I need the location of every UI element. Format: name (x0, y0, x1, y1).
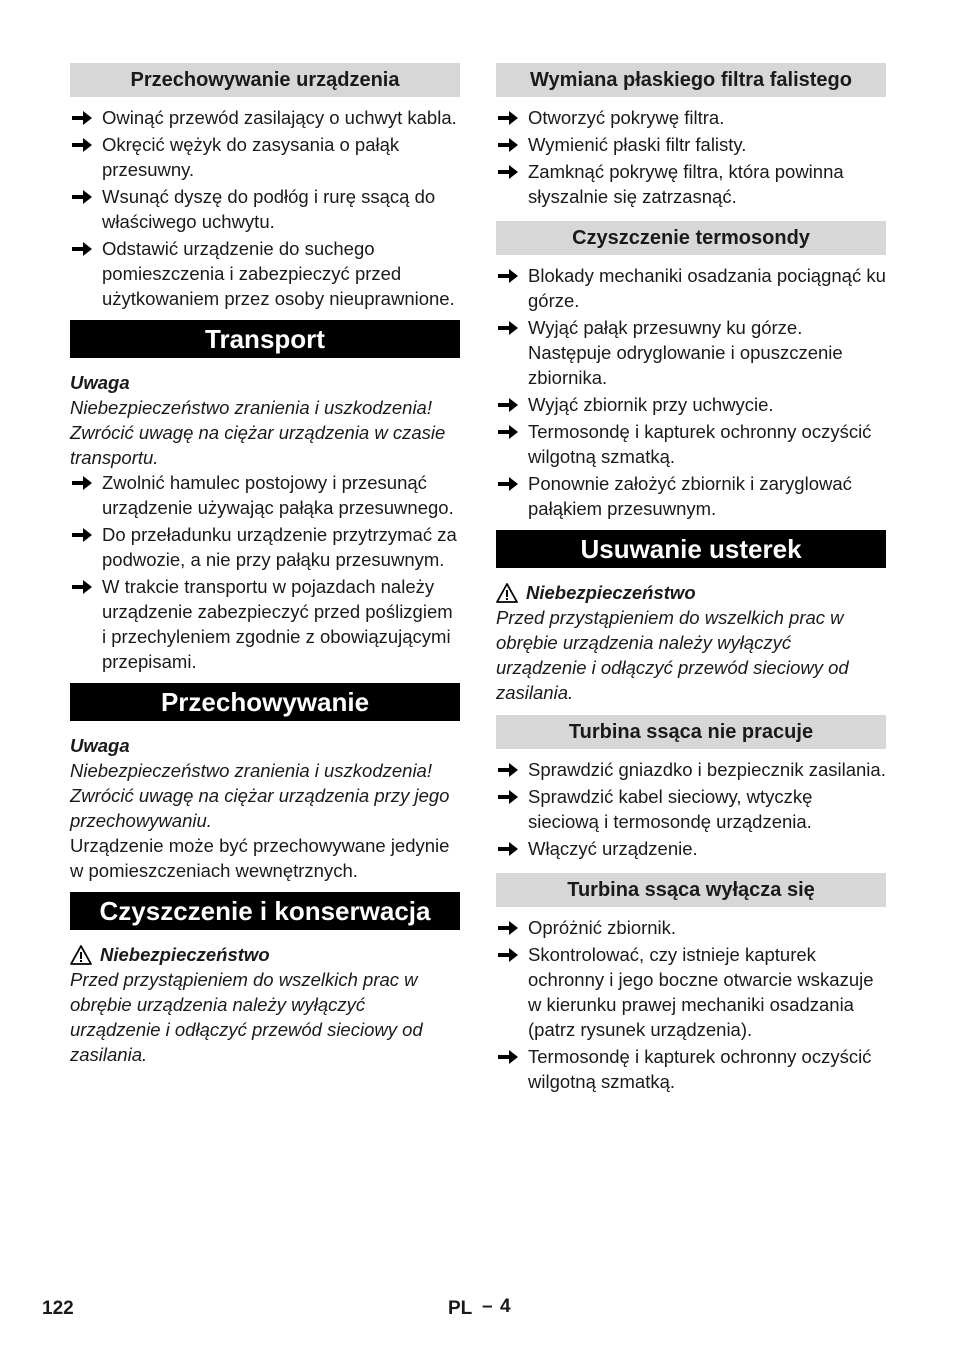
filter-heading: Wymiana płaskiego filtra falistego (496, 63, 886, 97)
transport-heading: Transport (70, 320, 460, 358)
list-item: Termosondę i kapturek ochronny oczyścić wilgotną szmatką. (496, 419, 886, 469)
list-item: Zwolnić hamulec postojowy i przesunąć urządzenie używając pałąka przesuwnego. (70, 470, 460, 520)
list-item: Otworzyć pokrywę filtra. (496, 105, 886, 130)
list-item: Sprawdzić kabel sieciowy, wtyczkę sieciową i termosondę urządzenia. (496, 784, 886, 834)
page-number: 122 (42, 1298, 74, 1319)
turbine-stops-list (496, 915, 886, 1094)
arrow-right-icon (498, 269, 518, 283)
storage-device-list (70, 105, 460, 311)
storage-heading: Przechowywanie (70, 683, 460, 721)
arrow-right-icon (498, 321, 518, 335)
arrow-right-icon (498, 398, 518, 412)
list-item: Wyjąć zbiornik przy uchwycie. (496, 392, 886, 417)
list-item: W trakcie transportu w pojazdach należy urządzenie zabezpieczyć przed poślizgiem i przechyleniem zgodnie z obowiązującymi przepisami. (70, 574, 460, 674)
arrow-right-icon (72, 242, 92, 256)
arrow-right-icon (72, 476, 92, 490)
arrow-right-icon (72, 111, 92, 125)
arrow-right-icon (498, 790, 518, 804)
list-item: Okręcić wężyk do zasysania o pałąk przesuwny. (70, 132, 460, 182)
storage-device-heading: Przechowywanie urządzenia (70, 63, 460, 97)
left-column (70, 63, 460, 1067)
list-item: Sprawdzić gniazdko i bezpiecznik zasilania. (496, 757, 886, 782)
list-item: Zamknąć pokrywę filtra, która powinna słyszalnie się zatrzasnąć. (496, 159, 886, 209)
list-item: Termosondę i kapturek ochronny oczyścić wilgotną szmatką. (496, 1044, 886, 1094)
list-item: Odstawić urządzenie do suchego pomieszczenia i zabezpieczyć przed użytkowaniem przez osoby nieuprawnione. (70, 236, 460, 311)
transport-list (70, 470, 460, 674)
arrow-right-icon (72, 528, 92, 542)
arrow-right-icon (498, 425, 518, 439)
section-page-number: 4 (500, 1296, 511, 1317)
storage-note-label: Uwaga (70, 735, 130, 756)
arrow-right-icon (72, 580, 92, 594)
list-item: Do przeładunku urządzenie przytrzymać za podwozie, a nie przy pałąku przesuwnym. (70, 522, 460, 572)
warning-triangle-icon (70, 945, 92, 965)
transport-note-text: Niebezpieczeństwo zranienia i uszkodzenia! Zwrócić uwagę na ciężar urządzenia w czasie transportu. (70, 397, 446, 468)
faults-warning-label: Niebezpieczeństwo (526, 582, 696, 603)
list-item: Wsunąć dyszę do podłóg i rurę ssącą do właściwego uchwytu. (70, 184, 460, 234)
arrow-right-icon (498, 111, 518, 125)
list-item: Skontrolować, czy istnieje kapturek ochronny i jego boczne otwarcie wskazuje w kierunku prawej mechaniki osadzania (patrz rysunek urządzenia). (496, 942, 886, 1042)
arrow-right-icon (498, 1050, 518, 1064)
faults-heading: Usuwanie usterek (496, 530, 886, 568)
arrow-right-icon (72, 190, 92, 204)
arrow-right-icon (72, 138, 92, 152)
turbine-off-list (496, 757, 886, 861)
cleaning-heading: Czyszczenie i konserwacja (70, 892, 460, 930)
cleaning-warning-label: Niebezpieczeństwo (100, 944, 270, 965)
faults-warning-row (496, 580, 886, 605)
cleaning-warning-row (70, 942, 460, 967)
cleaning-warning-text: Przed przystąpieniem do wszelkich prac w obrębie urządzenia należy wyłączyć urządzenie i odłączyć przewód sieciowy od zasilania. (70, 969, 423, 1065)
arrow-right-icon (498, 477, 518, 491)
language-code: PL (448, 1298, 473, 1319)
footer-separator: – (482, 1296, 493, 1317)
arrow-right-icon (498, 948, 518, 962)
warning-triangle-icon (496, 583, 518, 603)
arrow-right-icon (498, 763, 518, 777)
list-item: Włączyć urządzenie. (496, 836, 886, 861)
probe-heading: Czyszczenie termosondy (496, 221, 886, 255)
arrow-right-icon (498, 138, 518, 152)
list-item: Opróżnić zbiornik. (496, 915, 886, 940)
arrow-right-icon (498, 842, 518, 856)
list-item: Ponownie założyć zbiornik i zaryglować pałąkiem przesuwnym. (496, 471, 886, 521)
turbine-off-heading: Turbina ssąca nie pracuje (496, 715, 886, 749)
list-item: Wyjąć pałąk przesuwny ku górze. Następuje odryglowanie i opuszczenie zbiornika. (496, 315, 886, 390)
list-item: Blokady mechaniki osadzania pociągnąć ku górze. (496, 263, 886, 313)
turbine-stops-heading: Turbina ssąca wyłącza się (496, 873, 886, 907)
storage-note-text: Niebezpieczeństwo zranienia i uszkodzenia! Zwrócić uwagę na ciężar urządzenia przy jego przechowywaniu. (70, 760, 450, 831)
filter-list (496, 105, 886, 209)
probe-list (496, 263, 886, 521)
faults-warning-text: Przed przystąpieniem do wszelkich prac w obrębie urządzenia należy wyłączyć urządzenie i odłączyć przewód sieciowy od zasilania. (496, 607, 849, 703)
transport-note-label: Uwaga (70, 372, 130, 393)
arrow-right-icon (498, 165, 518, 179)
right-column (496, 63, 886, 1096)
list-item: Wymienić płaski filtr falisty. (496, 132, 886, 157)
list-item: Owinąć przewód zasilający o uchwyt kabla. (70, 105, 460, 130)
arrow-right-icon (498, 921, 518, 935)
storage-body-text: Urządzenie może być przechowywane jedynie w pomieszczeniach wewnętrznych. (70, 835, 450, 881)
